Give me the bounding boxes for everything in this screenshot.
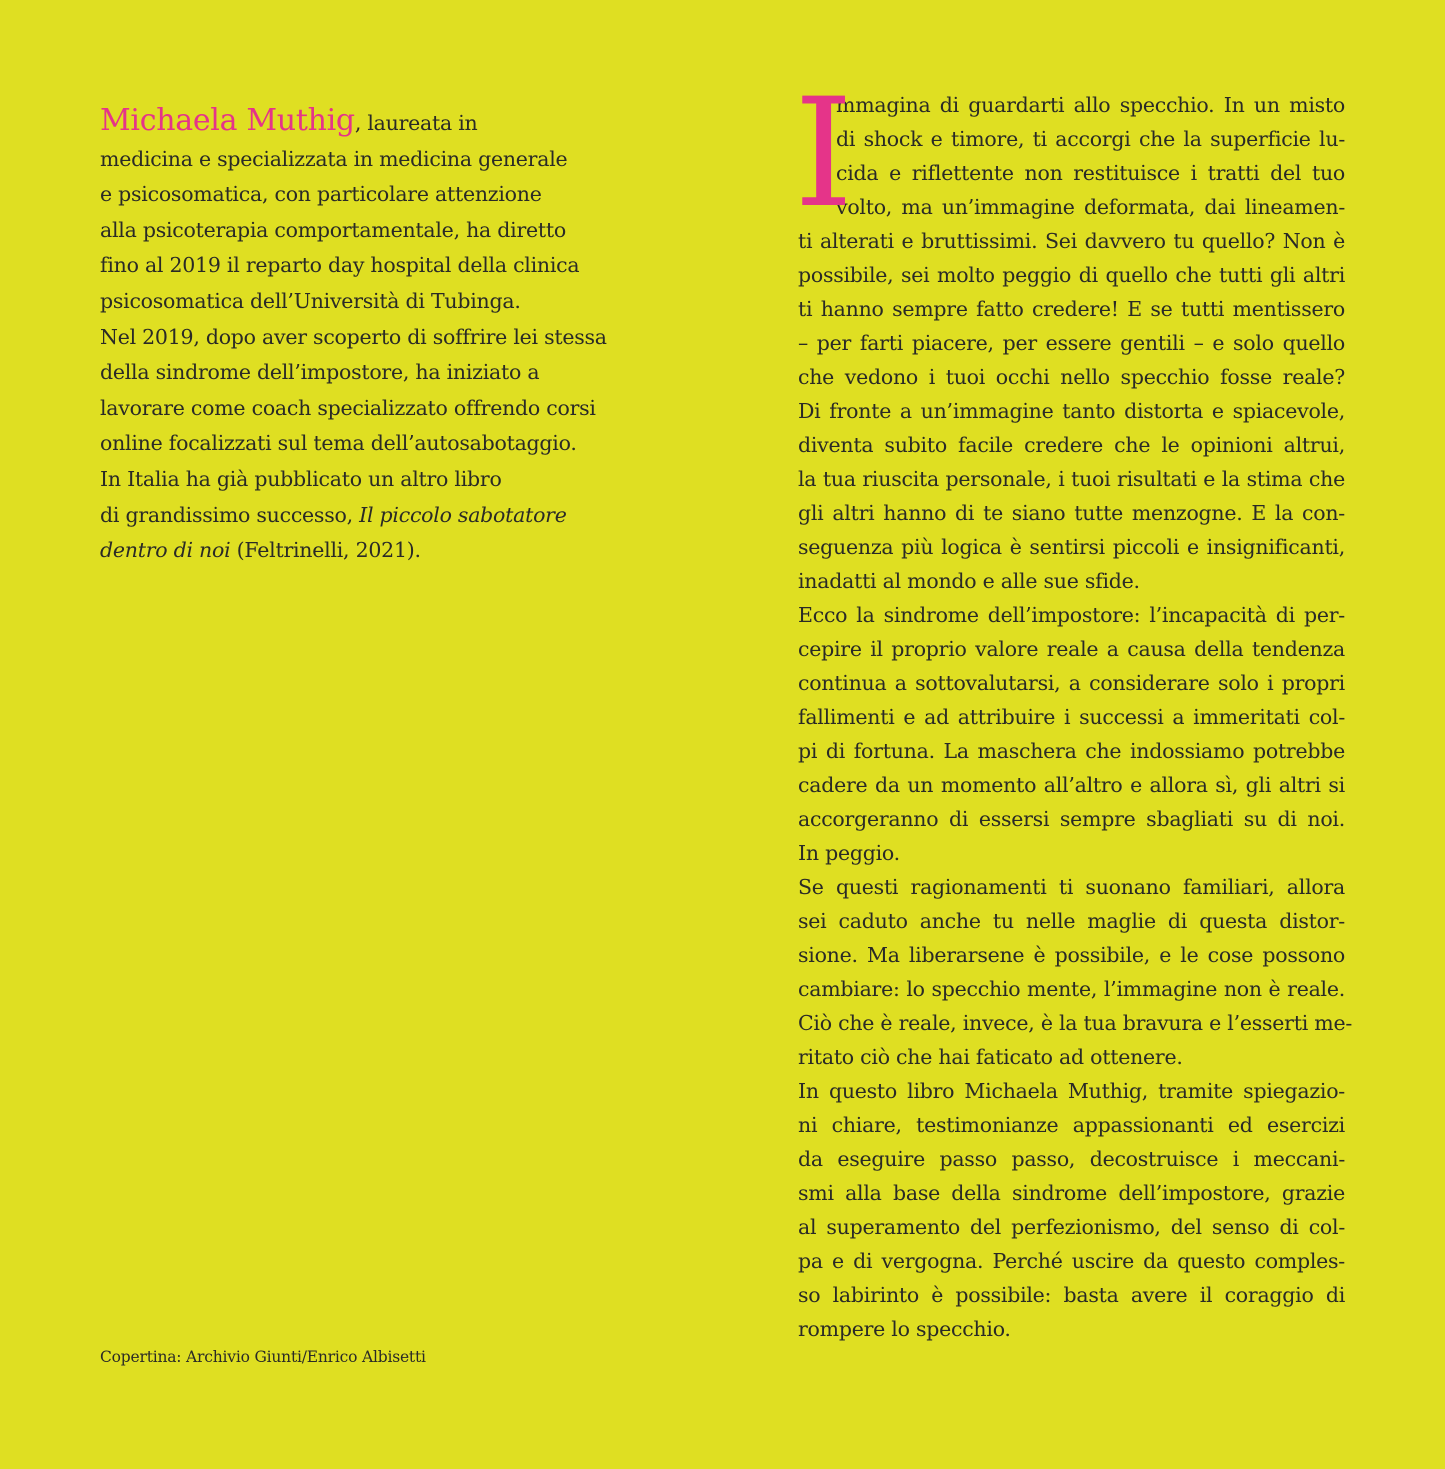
blurb-line: al superamento del perfezionismo, del senso di col- (798, 1215, 1345, 1239)
blurb-line: so labirinto è possibile: basta avere il coraggio di (798, 1283, 1345, 1307)
bio-line: lavorare come coach specializzato offrendo corsi (100, 395, 596, 420)
blurb-line: di shock e timore, ti accorgi che la superficie lu- (836, 127, 1345, 151)
blurb-line: cida e riflettente non restituisce i tratti del tuo (836, 161, 1345, 185)
blurb-line: ti alterati e bruttissimi. Sei davvero tu quello? Non è (798, 229, 1345, 253)
blurb-line: cepire il proprio valore reale a causa della tendenza (798, 637, 1345, 661)
back-cover-blurb (794, 67, 1353, 1346)
blurb-line: cambiare: lo specchio mente, l’immagine non è reale. (798, 977, 1345, 1001)
cover-credit: Copertina: Archivio Giunti/Enrico Albisetti (100, 1348, 426, 1366)
blurb-line: fallimenti e ad attribuire i successi a immeritati col- (798, 705, 1345, 729)
blurb-line: Di fronte a un’immagine tanto distorta e spiacevole, (798, 399, 1345, 423)
blurb-line: cadere da un momento all’altro e allora sì, gli altri si (798, 773, 1345, 797)
bio-line: medicina e specializzata in medicina generale (100, 146, 568, 171)
blurb-line: smi alla base della sindrome dell’impostore, grazie (798, 1181, 1345, 1205)
blurb-line: ritato ciò che hai faticato ad ottenere. (798, 1045, 1183, 1069)
blurb-line: da eseguire passo passo, decostruisce i meccani- (798, 1147, 1345, 1171)
bio-line: Nel 2019, dopo aver scoperto di soffrire lei stessa (100, 324, 607, 349)
blurb-line: ni chiare, testimonianze appassionanti ed esercizi (798, 1113, 1345, 1137)
blurb-line: possibile, sei molto peggio di quello che tutti gli altri (798, 263, 1345, 287)
blurb-line: la tua riuscita personale, i tuoi risultati e la stima che (798, 467, 1345, 491)
bio-line: fino al 2019 il reparto day hospital della clinica (100, 253, 580, 278)
bio-line-1: Michaela Muthig, laureata in (100, 103, 478, 138)
blurb-line: che vedono i tuoi occhi nello specchio fosse reale? (798, 365, 1345, 389)
blurb-line: diventa subito facile credere che le opinioni altrui, (798, 433, 1345, 457)
blurb-line: Ecco la sindrome dell’impostore: l’incapacità di per- (798, 603, 1345, 627)
blurb-line: continua a sottovalutarsi, a considerare solo i propri (798, 671, 1345, 695)
blurb-line: In peggio. (798, 841, 900, 865)
blurb-line: mmagina di guardarti allo specchio. In un misto (836, 93, 1345, 117)
bio-line: online focalizzati sul tema dell’autosabotaggio. (100, 431, 577, 456)
blurb-line: – per farti piacere, per essere gentili – e solo quello (798, 331, 1345, 355)
book-title-continued: dentro di noi (100, 538, 231, 563)
drop-cap: I (794, 67, 854, 241)
blurb-line: rompere lo specchio. (798, 1317, 1011, 1341)
author-name: Michaela Muthig (100, 103, 355, 138)
blurb-line: seguenza più logica è sentirsi piccoli e insignificanti, (798, 535, 1345, 559)
bio-line: della sindrome dell’impostore, ha iniziato a (100, 360, 540, 385)
bio-line: psicosomatica dell’Università di Tubinga. (100, 288, 521, 313)
bio-line: alla psicoterapia comportamentale, ha diretto (100, 217, 566, 242)
blurb-line: accorgeranno di essersi sempre sbagliati su di noi. (798, 807, 1345, 831)
bio-line-book: di grandissimo successo, Il piccolo sabotatore (100, 502, 567, 527)
book-title: Il piccolo sabotatore (359, 502, 567, 527)
blurb-line: inadatti al mondo e alle sue sfide. (798, 569, 1140, 593)
blurb-line: In questo libro Michaela Muthig, tramite spiegazio- (798, 1079, 1345, 1103)
blurb-line: ti hanno sempre fatto credere! E se tutti mentissero (798, 297, 1345, 321)
blurb-line: volto, ma un’immagine deformata, dai lineamen- (836, 195, 1345, 219)
bio-line: e psicosomatica, con particolare attenzione (100, 182, 542, 207)
blurb-line: Se questi ragionamenti ti suonano familiari, allora (798, 875, 1345, 899)
blurb-line: gli altri hanno di te siano tutte menzogne. E la con- (798, 501, 1345, 525)
blurb-line: Ciò che è reale, invece, è la tua bravura e l’esserti me- (798, 1011, 1353, 1035)
author-bio (100, 103, 660, 569)
blurb-line: pa e di vergogna. Perché uscire da questo comples- (798, 1249, 1345, 1273)
blurb-line: pi di fortuna. La maschera che indossiamo potrebbe (798, 739, 1345, 763)
blurb-line: sei caduto anche tu nelle maglie di questa distor- (798, 909, 1345, 933)
bio-line: In Italia ha già pubblicato un altro libro (100, 466, 502, 491)
bio-line-book-end: dentro di noi (Feltrinelli, 2021). (100, 538, 421, 563)
blurb-line: sione. Ma liberarsene è possibile, e le cose possono (798, 943, 1345, 967)
